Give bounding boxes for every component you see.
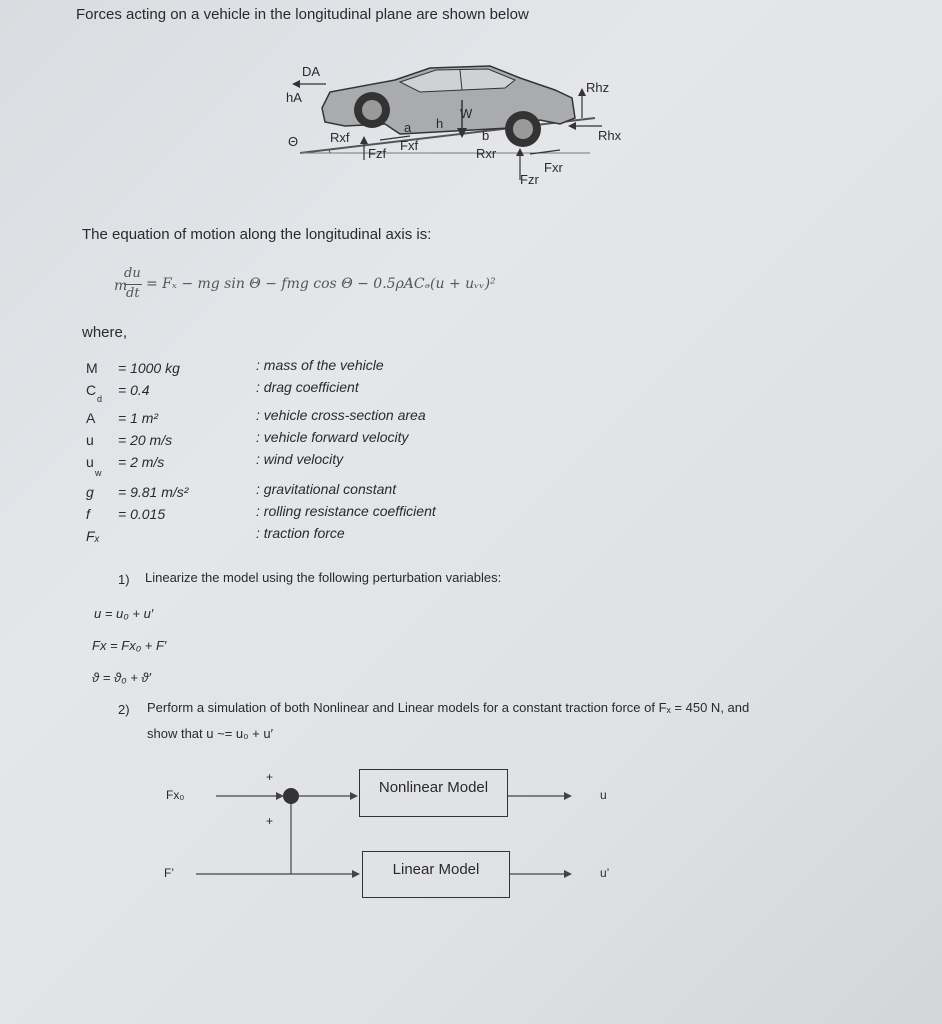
param-sub: d bbox=[97, 394, 103, 404]
param-desc: : wind velocity bbox=[256, 451, 344, 467]
param-desc: : gravitational constant bbox=[256, 481, 397, 497]
label-Fxf: Fxf bbox=[400, 138, 419, 153]
q2-line2: show that u ~= u₀ + u′ bbox=[147, 726, 274, 741]
param-val: = 1 m² bbox=[118, 410, 159, 426]
param-desc: : rolling resistance coefficient bbox=[256, 503, 436, 519]
q1-eq-u: u = u₀ + u′ bbox=[94, 606, 154, 621]
param-desc: : drag coefficient bbox=[256, 379, 359, 395]
param-val: = 0.4 bbox=[118, 382, 150, 398]
label-Fzr: Fzr bbox=[520, 172, 539, 187]
param-val: = 0.015 bbox=[118, 506, 166, 522]
intro-text: Forces acting on a vehicle in the longitudinal plane are shown below bbox=[76, 6, 529, 23]
param-val: = 2 m/s bbox=[118, 454, 165, 470]
param-val: = 1000 kg bbox=[118, 360, 180, 376]
param-sym: C bbox=[86, 382, 97, 398]
label-b: b bbox=[482, 128, 490, 143]
equation-rhs: = Fₓ − mg sin Θ − fmg cos Θ − 0.5ρACₔ(u + uᵥᵥ)² bbox=[146, 276, 496, 292]
param-sub: w bbox=[95, 468, 102, 478]
param-desc: : traction force bbox=[256, 525, 345, 541]
label-hA: hA bbox=[286, 90, 302, 105]
label-Rxr: Rxr bbox=[476, 146, 497, 161]
param-sym: A bbox=[86, 410, 96, 426]
param-val: = 20 m/s bbox=[118, 432, 173, 448]
param-val: = 9.81 m/s² bbox=[118, 484, 189, 500]
equation-frac-num: du bbox=[124, 266, 141, 281]
block-output-uprime: u’ bbox=[600, 866, 610, 880]
q1-eq-fx: Fx = Fx₀ + F′ bbox=[92, 638, 167, 653]
equation-m: m bbox=[114, 278, 128, 294]
label-theta: Θ bbox=[288, 134, 299, 149]
label-Rhz: Rhz bbox=[586, 80, 610, 95]
equation-frac-den: dt bbox=[126, 286, 140, 301]
param-sym: Fₓ bbox=[86, 528, 100, 544]
block-output-u: u bbox=[600, 788, 607, 802]
q2-number: 2) bbox=[118, 702, 130, 717]
q2-line1: Perform a simulation of both Nonlinear and Linear models for a constant traction force of Fₓ = 450 N, and bbox=[147, 700, 750, 715]
label-W: W bbox=[460, 106, 473, 121]
block-plus-bottom: + bbox=[266, 814, 274, 828]
label-DA: DA bbox=[302, 64, 321, 79]
nonlinear-model-label: Nonlinear Model bbox=[378, 778, 489, 796]
param-sym: f bbox=[86, 506, 90, 522]
label-Rhx: Rhx bbox=[598, 128, 622, 143]
param-sym: u bbox=[86, 454, 94, 470]
block-input-fx0: Fx₀ bbox=[166, 788, 185, 802]
equation-frac-bar bbox=[124, 284, 142, 285]
nonlinear-model-block bbox=[359, 769, 508, 817]
q1-eq-theta: ϑ = ϑ₀ + ϑ′ bbox=[92, 670, 151, 685]
label-h: h bbox=[436, 116, 444, 131]
param-sym: u bbox=[86, 432, 94, 448]
label-Fxr: Fxr bbox=[544, 160, 563, 175]
q1-number: 1) bbox=[118, 572, 130, 587]
param-desc: : vehicle forward velocity bbox=[256, 429, 409, 445]
block-input-fprime: F’ bbox=[164, 866, 174, 880]
label-a: a bbox=[404, 120, 412, 135]
label-Fzf: Fzf bbox=[368, 146, 387, 161]
label-Rxf: Rxf bbox=[330, 130, 350, 145]
param-desc: : mass of the vehicle bbox=[256, 357, 384, 373]
linear-model-block bbox=[362, 851, 510, 898]
param-sym: g bbox=[86, 484, 94, 500]
param-sym: M bbox=[86, 360, 98, 376]
block-plus-top: + bbox=[266, 770, 274, 784]
where-label: where, bbox=[82, 324, 128, 341]
param-desc: : vehicle cross-section area bbox=[256, 407, 426, 423]
linear-model-label: Linear Model bbox=[392, 861, 480, 878]
q1-text: Linearize the model using the following perturbation variables: bbox=[145, 570, 502, 585]
equation-intro: The equation of motion along the longitudinal axis is: bbox=[82, 226, 432, 243]
